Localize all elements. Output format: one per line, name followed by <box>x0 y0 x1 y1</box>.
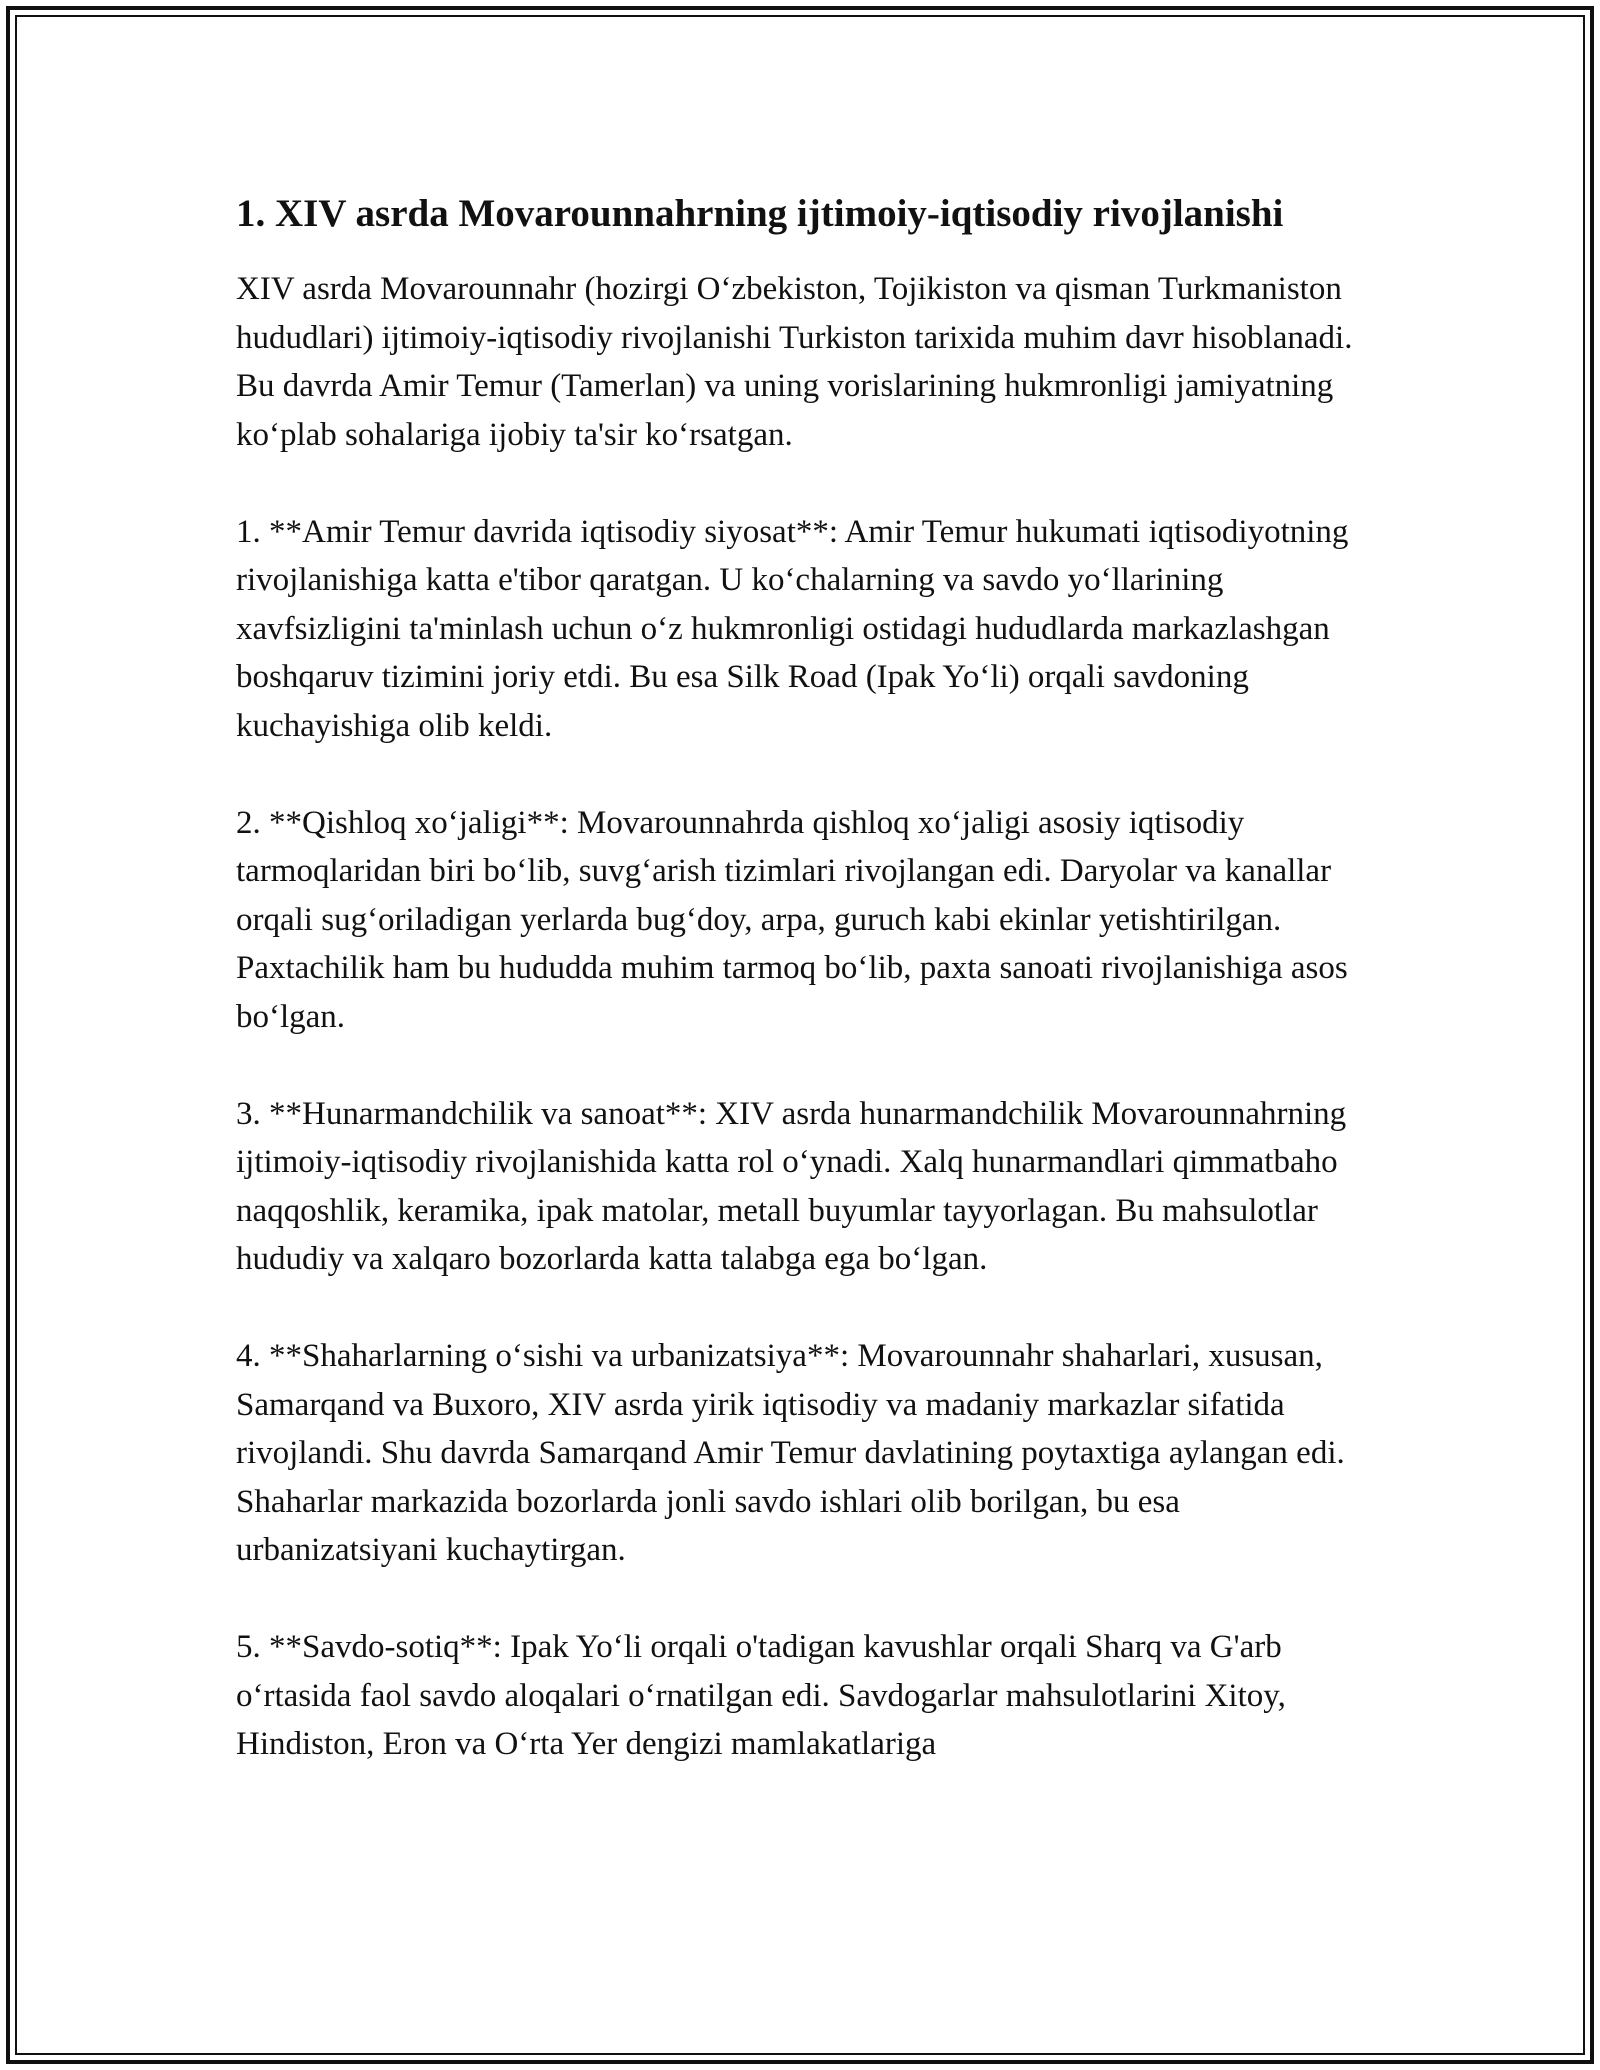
paragraph-economic-policy: 1. **Amir Temur davrida iqtisodiy siyosat**: Amir Temur hukumati iqtisodiyotning rivojlanishiga katta e'tibor qaratgan. U ko‘chalarning va savdo yo‘llarining xavfsizligini ta'minlash uchun o‘z hukmronligi ostidagi hududlarda markazlashgan boshqaruv tizimini joriy etdi. Bu esa Silk Road (Ipak Yo‘li) orqali savdoning kuchayishiga olib keldi. <box>236 513 1349 744</box>
paragraph-intro: XIV asrda Movarounnahr (hozirgi O‘zbekiston, Tojikiston va qisman Turkmaniston hududlari) ijtimoiy-iqtisodiy rivojlanishi Turkiston tarixida muhim davr hisoblanadi. Bu davrda Amir Temur (Tamerlan) va uning vorislarining hukmronligi jamiyatning ko‘plab sohalariga ijobiy ta'sir ko‘rsatgan. <box>236 271 1353 453</box>
paragraph-agriculture: 2. **Qishloq xo‘jaligi**: Movarounnahrda qishloq xo‘jaligi asosiy iqtisodiy tarmoqlaridan biri bo‘lib, suvg‘arish tizimlari rivojlangan edi. Daryolar va kanallar orqali sug‘oriladigan yerlarda bug‘doy, arpa, guruch kabi ekinlar yetishtirilgan. Paxtachilik ham bu hududda muhim tarmoq bo‘lib, paxta sanoati rivojlanishiga asos bo‘lgan. <box>236 804 1348 1035</box>
document-title: 1. XIV asrda Movarounnahrning ijtimoiy-iqtisodiy rivojlanishi <box>236 192 1284 235</box>
paragraph-urbanization: 4. **Shaharlarning o‘sishi va urbanizatsiya**: Movarounnahr shaharlari, xususan, Samarqand va Buxoro, XIV asrda yirik iqtisodiy va madaniy markazlar sifatida rivojlandi. Shu davrda Samarqand Amir Temur davlatining poytaxtiga aylangan edi. Shaharlar markazida bozorlarda jonli savdo ishlari olib borilgan, bu esa urbanizatsiyani kuchaytirgan. <box>236 1338 1345 1568</box>
document-body <box>236 186 1386 1769</box>
paragraph-trade: 5. **Savdo-sotiq**: Ipak Yo‘li orqali o'tadigan kavushlar orqali Sharq va G'arb o‘rtasida faol savdo aloqalari o‘rnatilgan edi. Savdogarlar mahsulotlarini Xitoy, Hindiston, Eron va O‘rta Yer dengizi mamlakatlariga <box>236 1629 1286 1762</box>
paragraph-crafts-industry: 3. **Hunarmandchilik va sanoat**: XIV asrda hunarmandchilik Movarounnahrning ijtimoiy-iqtisodiy rivojlanishida katta rol o‘ynadi. Xalq hunarmandlari qimmatbaho naqqoshlik, keramika, ipak matolar, metall buyumlar tayyorlagan. Bu mahsulotlar hududiy va xalqaro bozorlarda katta talabga ega bo‘lgan. <box>236 1095 1347 1277</box>
